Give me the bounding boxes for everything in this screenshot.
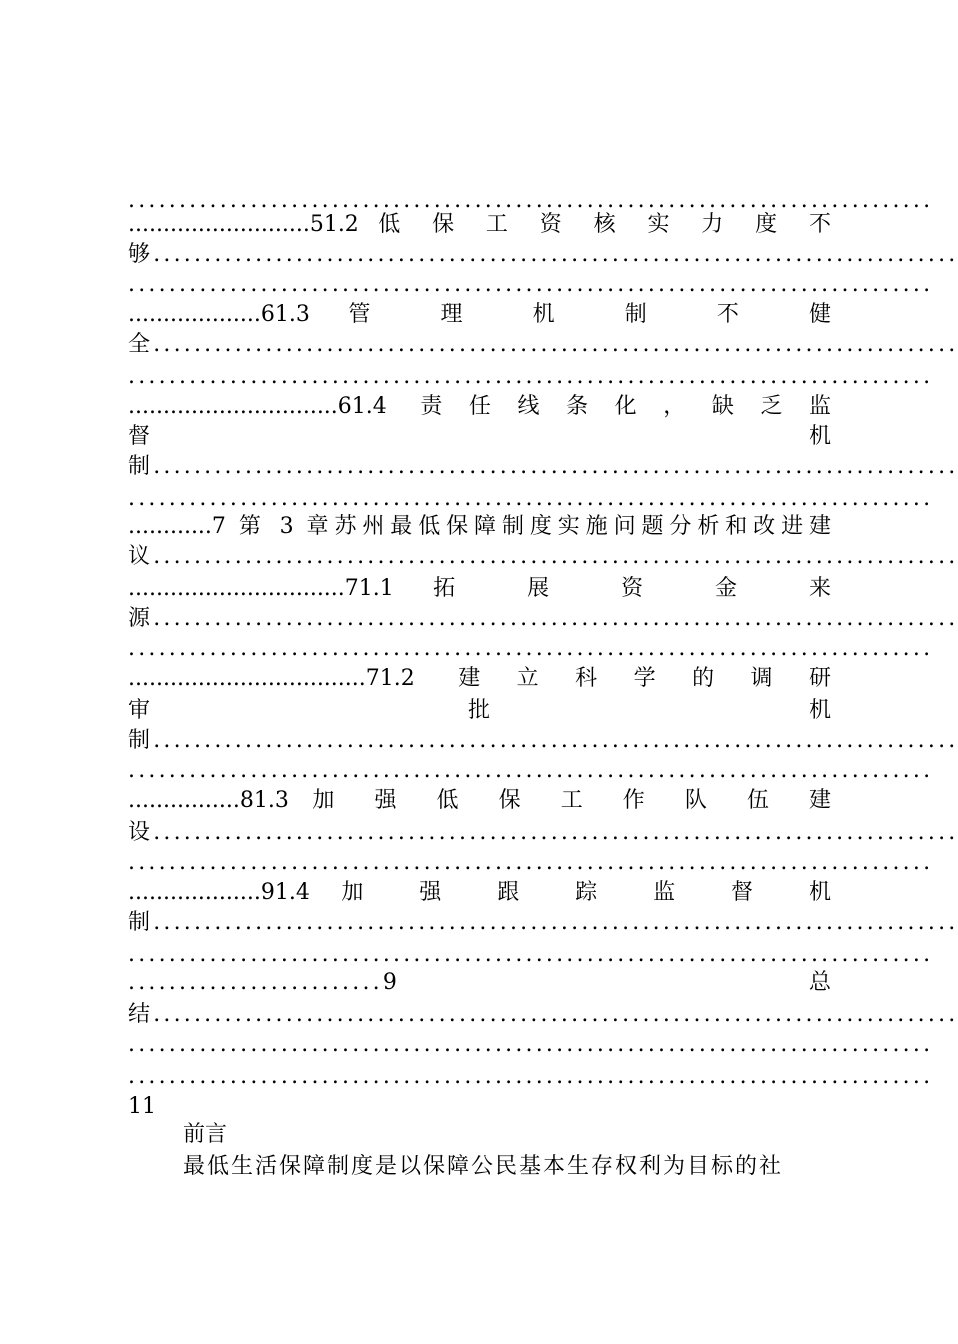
toc-entry-3-4: ...................91.4 加 强 跟 踪 监 督 机 (128, 880, 831, 905)
toc-entry-1-3-cont: 全............................................................................... (128, 332, 958, 357)
toc-entry-3-3: ................81.3 加 强 低 保 工 作 队 伍 建 (128, 788, 831, 813)
toc-dot-leader: ............................................................................... (128, 758, 934, 783)
toc-entry-chapter-3: ............7 第 3 章苏州最低保障制度实施问题分析和改进建 (128, 514, 831, 539)
toc-dot-leader: ............................................................................... (128, 188, 934, 213)
toc-dot-leader: ............................................................................... (128, 364, 934, 389)
toc-entry-1-3: ...................61.3 管 理 机 制 不 健 (128, 302, 831, 327)
toc-entry-3-4-cont: 制............................................................................... (128, 910, 958, 935)
toc-dot-leader: ............................................................................... (128, 850, 934, 875)
toc-entry-1-2: ..........................51.2 低 保 工 资 核 实 力 度 不 (128, 212, 831, 237)
toc-dot-leader: ............................................................................... (128, 942, 934, 967)
preface-heading: 前言 (183, 1122, 228, 1147)
toc-entry-3-3-cont: 设............................................................................... (128, 820, 958, 845)
toc-dot-leader: ............................................................................... (128, 1064, 934, 1089)
toc-entry-summary-cont: 结............................................................................... (128, 1002, 958, 1027)
toc-entry-3-1: ...............................71.1 拓 展 资 金 来 (128, 576, 831, 601)
toc-entry-1-4-cont: 督 机 (128, 424, 831, 449)
toc-entry-3-1-cont: 源............................................................................... (128, 606, 958, 631)
toc-dot-leader: ............................................................................... (128, 486, 934, 511)
toc-entry-summary: .........................9 总 (128, 970, 831, 995)
toc-entry-1-4-end: 制............................................................................... (128, 454, 958, 479)
toc-dot-leader: ............................................................................... (128, 272, 934, 297)
toc-entry-3-2-cont: 审 批 机 (128, 698, 831, 723)
toc-entry-3-2-end: 制............................................................................... (128, 728, 958, 753)
toc-dot-leader: ............................................................................... (128, 1032, 934, 1057)
toc-dot-leader: ............................................................................... (128, 636, 934, 661)
toc-entry-3-2: ..................................71.2 建立科学的调研 (128, 666, 831, 691)
toc-entry-1-4: ..............................61.4 责任线条化，缺乏监 (128, 394, 831, 419)
preface-paragraph: 最低生活保障制度是以保障公民基本生存权利为目标的社 (183, 1154, 784, 1179)
toc-entry-chapter-3-cont: 议............................................................................... (128, 544, 958, 569)
toc-page-number: 11 (128, 1094, 156, 1119)
toc-entry-1-2-cont: 够............................................................................... (128, 242, 958, 267)
